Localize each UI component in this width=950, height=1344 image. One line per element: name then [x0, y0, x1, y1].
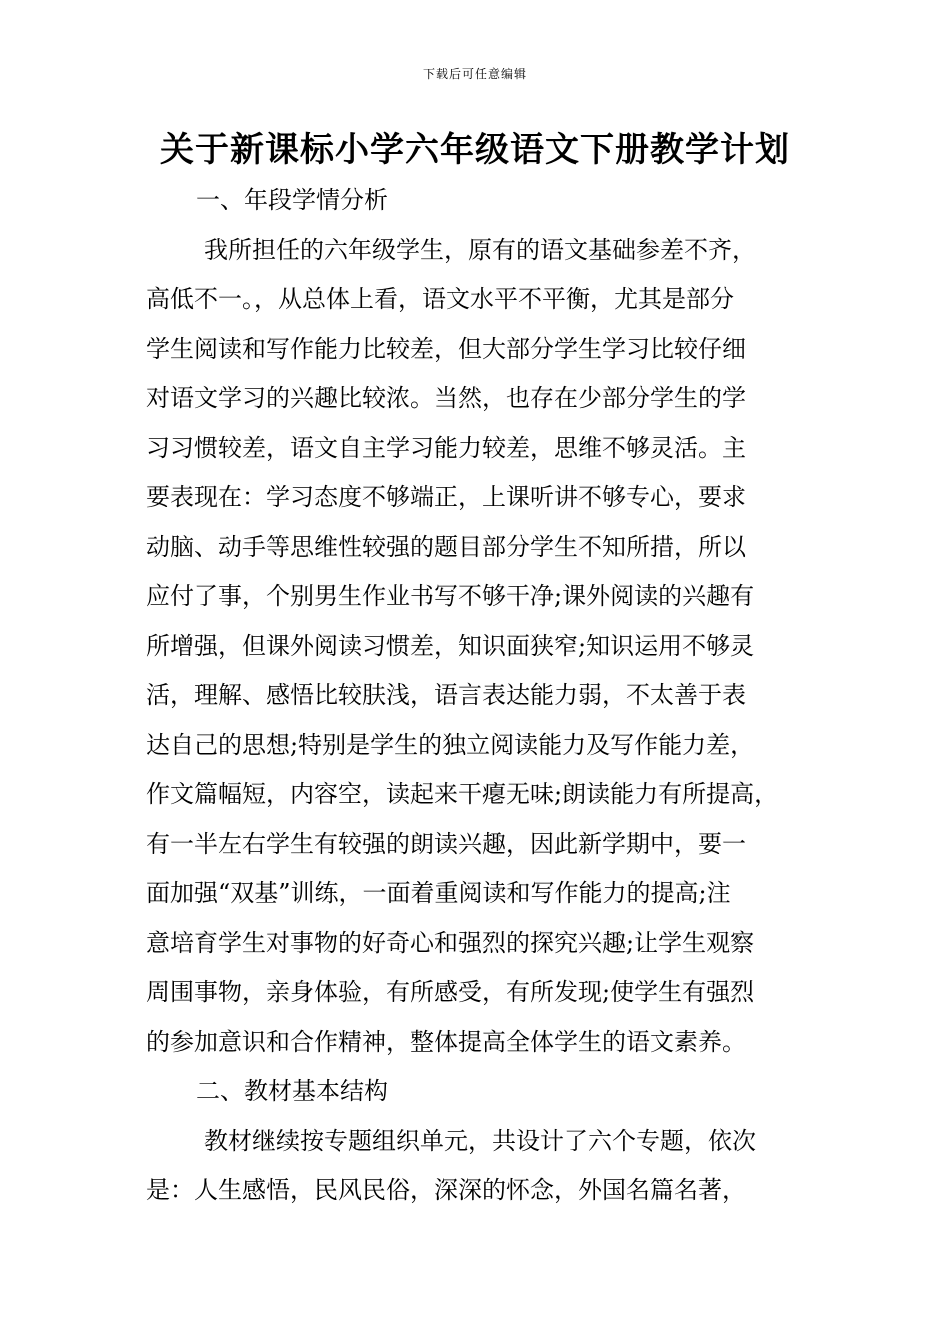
text-line: 动脑、动手等思维性较强的题目部分学生不知所措，所以 [146, 532, 746, 561]
document-title: 关于新课标小学六年级语文下册教学计划 [160, 130, 790, 170]
document-body [146, 176, 816, 1216]
text-line: 学生阅读和写作能力比较差，但大部分学生学习比较仔细 [146, 334, 746, 363]
text-line: 习习惯较差，语文自主学习能力较差，思维不够灵活。主 [146, 433, 746, 462]
section-1-paragraph [146, 226, 816, 1068]
text-line: 要表现在：学习态度不够端正，上课听讲不够专心，要求 [146, 483, 746, 511]
section-heading-1: 一、年段学情分析 [196, 186, 388, 214]
text-line: 作文篇幅短，内容空，读起来干瘪无味;朗读能力有所提高， [146, 780, 779, 808]
text-line: 应付了事，个别男生作业书写不够干净;课外阅读的兴趣有 [146, 582, 755, 610]
text-line: 周围事物，亲身体验，有所感受，有所发现;使学生有强烈 [146, 978, 755, 1006]
text-line: 所增强，但课外阅读习惯差，知识面狭窄;知识运用不够灵 [146, 631, 755, 660]
text-line: 我所担任的六年级学生，原有的语文基础参差不齐， [204, 235, 756, 264]
text-line: 活，理解、感悟比较肤浅，语言表达能力弱，不太善于表 [146, 681, 746, 709]
section-heading-2: 二、教材基本结构 [196, 1077, 388, 1105]
page-header-note: 下载后可任意编辑 [422, 67, 527, 81]
text-line: 是：人生感悟，民风民俗，深深的怀念，外国名篇名著， [146, 1176, 746, 1204]
text-line: 达自己的思想;特别是学生的独立阅读能力及写作能力差， [146, 730, 755, 759]
text-line: 对语文学习的兴趣比较浓。当然，也存在少部分学生的学 [146, 384, 746, 412]
text-line: 教材继续按专题组织单元，共设计了六个专题，依次 [204, 1126, 756, 1155]
text-line: 意培育学生对事物的好奇心和强烈的探究兴趣;让学生观察 [146, 928, 755, 957]
text-line: 高低不一。，从总体上看，语文水平不平衡，尤其是部分 [146, 285, 734, 313]
text-line: 面加强“双基”训练，一面着重阅读和写作能力的提高;注 [146, 879, 731, 907]
section-2-paragraph [146, 1117, 816, 1216]
text-line: 的参加意识和合作精神，整体提高全体学生的语文素养。 [146, 1027, 746, 1056]
text-line: 有一半左右学生有较强的朗读兴趣，因此新学期中，要一 [146, 829, 746, 858]
